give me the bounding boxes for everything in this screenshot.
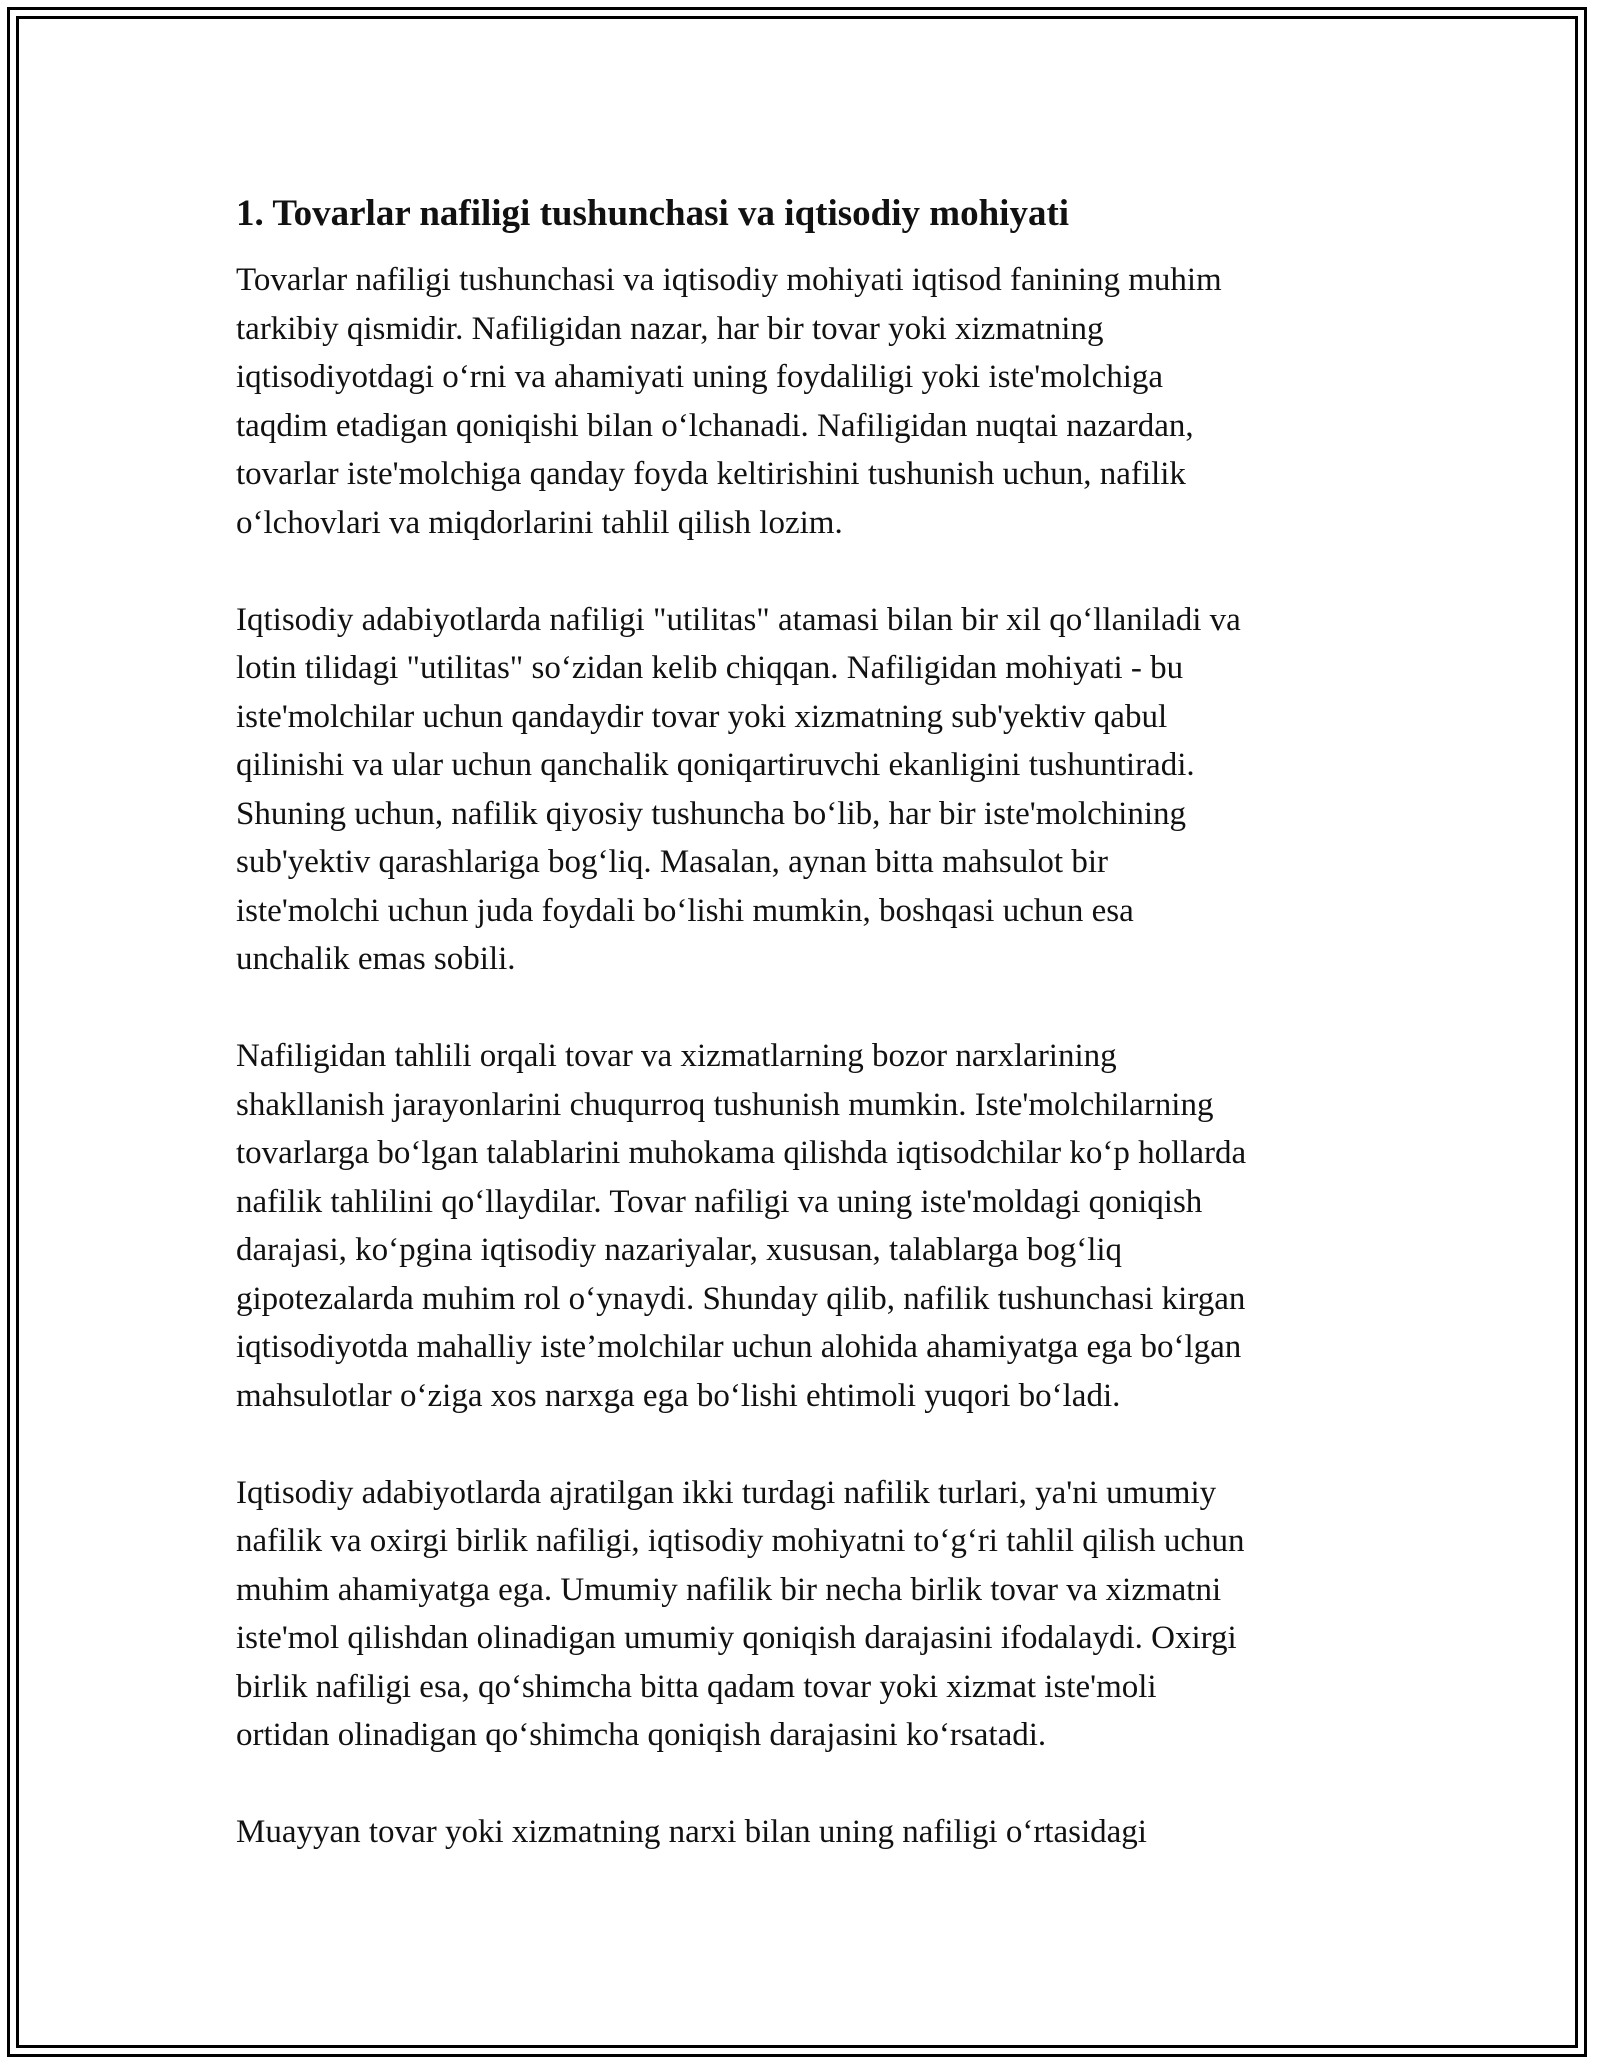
paragraph-2 [236,596,1376,984]
section-heading: 1. Tovarlar nafiligi tushunchasi va iqtisodiy mohiyati [236,193,1070,234]
paragraph-line: iste'mol qilishdan olinadigan umumiy qoniqish darajasini ifodalaydi. Oxirgi [236,1620,1237,1656]
paragraph-line: nafilik va oxirgi birlik nafiligi, iqtisodiy mohiyatni to‘g‘ri tahlil qilish uchun [236,1523,1245,1559]
paragraph-line: Iqtisodiy adabiyotlarda nafiligi "utilitas" atamasi bilan bir xil qo‘llaniladi va [236,601,1241,638]
document-body [236,186,1376,1857]
paragraph-line: Tovarlar nafiligi tushunchasi va iqtisodiy mohiyati iqtisod fanining muhim [236,262,1222,298]
paragraph-1 [236,256,1376,547]
paragraph-line: iqtisodiyotda mahalliy iste’molchilar uchun alohida ahamiyatga ega bo‘lgan [236,1329,1242,1365]
paragraph-line: tovarlar iste'molchiga qanday foyda keltirishini tushunish uchun, nafilik [236,456,1186,492]
paragraph-line: darajasi, ko‘pgina iqtisodiy nazariyalar, xususan, talablarga bog‘liq [236,1232,1123,1268]
paragraph-line: sub'yektiv qarashlariga bog‘liq. Masalan, aynan bitta mahsulot bir [236,844,1108,880]
paragraph-line: Shuning uchun, nafilik qiyosiy tushuncha bo‘lib, har bir iste'molchining [236,795,1187,832]
paragraph-line: nafilik tahlilini qo‘llaydilar. Tovar nafiligi va uning iste'moldagi qoniqish [236,1183,1203,1220]
paragraph-line: qilinishi va ular uchun qanchalik qoniqartiruvchi ekanligini tushuntiradi. [236,747,1195,783]
paragraph-line: Iqtisodiy adabiyotlarda ajratilgan ikki turdagi nafilik turlari, ya'ni umumiy [236,1474,1217,1511]
paragraph-line: o‘lchovlari va miqdorlarini tahlil qilish lozim. [236,504,843,541]
paragraph-line: iste'molchi uchun juda foydali bo‘lishi mumkin, boshqasi uchun esa [236,892,1134,929]
paragraph-line: unchalik emas sobili. [236,941,516,977]
paragraph-5 [236,1808,1376,1857]
paragraph-line: muhim ahamiyatga ega. Umumiy nafilik bir necha birlik tovar va xizmatni [236,1571,1222,1608]
paragraph-line: mahsulotlar o‘ziga xos narxga ega bo‘lishi ehtimoli yuqori bo‘ladi. [236,1377,1121,1414]
paragraph-3 [236,1032,1376,1420]
paragraph-line: gipotezalarda muhim rol o‘ynaydi. Shunday qilib, nafilik tushunchasi kirgan [236,1280,1246,1317]
paragraph-line: birlik nafiligi esa, qo‘shimcha bitta qadam tovar yoki xizmat iste'moli [236,1668,1157,1705]
paragraph-line: iqtisodiyotdagi o‘rni va ahamiyati uning foydaliligi yoki iste'molchiga [236,359,1164,395]
paragraph-line: Muayyan tovar yoki xizmatning narxi bilan uning nafiligi o‘rtasidagi [236,1814,1147,1850]
paragraph-line: taqdim etadigan qoniqishi bilan o‘lchanadi. Nafiligidan nuqtai nazardan, [236,407,1194,444]
paragraph-line: ortidan olinadigan qo‘shimcha qoniqish darajasini ko‘rsatadi. [236,1717,1047,1753]
paragraph-line: shakllanish jarayonlarini chuqurroq tushunish mumkin. Iste'molchilarning [236,1086,1214,1123]
paragraph-4 [236,1469,1376,1760]
paragraph-line: Nafiligidan tahlili orqali tovar va xizmatlarning bozor narxlarining [236,1038,1117,1074]
paragraph-line: lotin tilidagi "utilitas" so‘zidan kelib chiqqan. Nafiligidan mohiyati - bu [236,650,1184,686]
paragraph-line: tovarlarga bo‘lgan talablarini muhokama qilishda iqtisodchilar ko‘p hollarda [236,1135,1247,1171]
paragraph-line: iste'molchilar uchun qandaydir tovar yoki xizmatning sub'yektiv qabul [236,698,1168,735]
paragraph-line: tarkibiy qismidir. Nafiligidan nazar, har bir tovar yoki xizmatning [236,310,1104,347]
